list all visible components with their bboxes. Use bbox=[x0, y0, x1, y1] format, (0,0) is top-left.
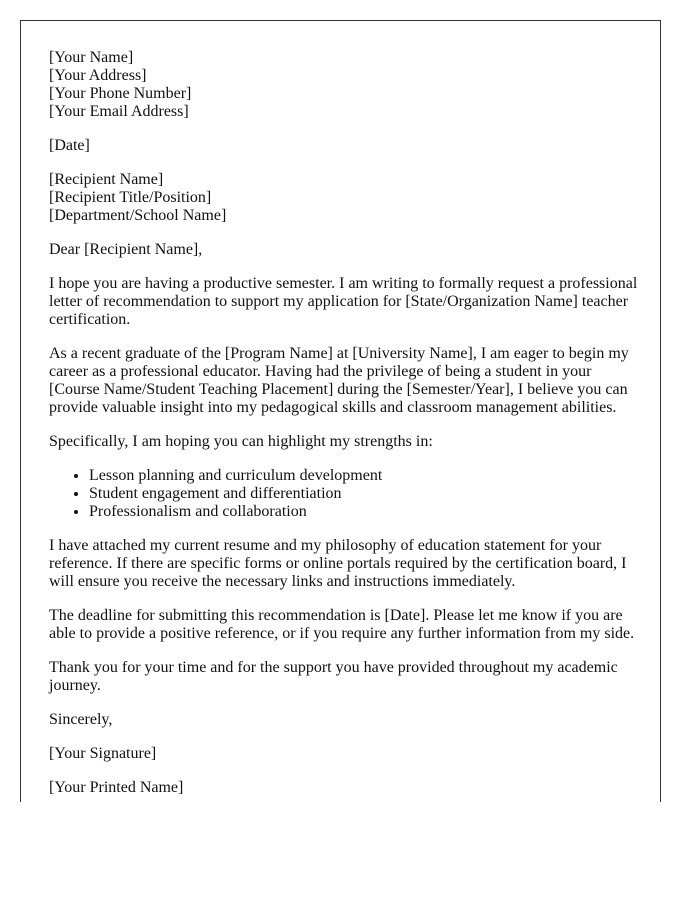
recipient-block bbox=[49, 171, 639, 225]
date-block bbox=[49, 137, 639, 155]
sender-address: [Your Address] bbox=[49, 67, 147, 84]
document-viewport bbox=[20, 20, 661, 802]
salutation: Dear [Recipient Name], bbox=[49, 241, 203, 258]
sender-phone: [Your Phone Number] bbox=[49, 85, 192, 102]
letter-body bbox=[49, 49, 639, 802]
list-item: • Professionalism and collaboration bbox=[89, 503, 639, 521]
recipient-department: [Department/School Name] bbox=[49, 207, 227, 224]
recipient-title: [Recipient Title/Position] bbox=[49, 189, 212, 206]
letter-date: [Date] bbox=[49, 137, 90, 154]
letter-page bbox=[20, 20, 661, 802]
strengths-intro: Specifically, I am hoping you can highlight my strengths in: bbox=[49, 433, 433, 450]
deadline-paragraph: The deadline for submitting this recommendation is [Date]. Please let me know if you are able to provide a positive reference, or if you require any further information from my side. bbox=[49, 607, 635, 642]
strengths-list bbox=[49, 467, 639, 521]
signoff: Sincerely, bbox=[49, 711, 113, 728]
sender-name: [Your Name] bbox=[49, 49, 134, 66]
recipient-name: [Recipient Name] bbox=[49, 171, 164, 188]
list-item: • Student engagement and differentiation bbox=[89, 485, 639, 503]
sender-email: [Your Email Address] bbox=[49, 103, 189, 120]
signature: [Your Signature] bbox=[49, 745, 157, 762]
intro-paragraph: I hope you are having a productive semester. I am writing to formally request a professional letter of recommendation to support my application for [State/Organization Name] teacher certification. bbox=[49, 275, 638, 328]
sender-block bbox=[49, 49, 639, 121]
background-paragraph: As a recent graduate of the [Program Name] at [University Name], I am eager to begin my career as a professional educator. Having had the privilege of being a student in your [Course Name/Student Teaching Placement] during the [Semester/Year], I believe you can provide valuable insight into my pedagogical skills and classroom management abilities. bbox=[49, 345, 629, 416]
list-item: • Lesson planning and curriculum development bbox=[89, 467, 639, 485]
attachments-paragraph: I have attached my current resume and my philosophy of education statement for your reference. If there are specific forms or online portals required by the certification board, I will ensure you receive the necessary links and instructions immediately. bbox=[49, 537, 627, 590]
thanks-paragraph: Thank you for your time and for the support you have provided throughout my academic journey. bbox=[49, 659, 618, 694]
printed-name: [Your Printed Name] bbox=[49, 779, 184, 796]
